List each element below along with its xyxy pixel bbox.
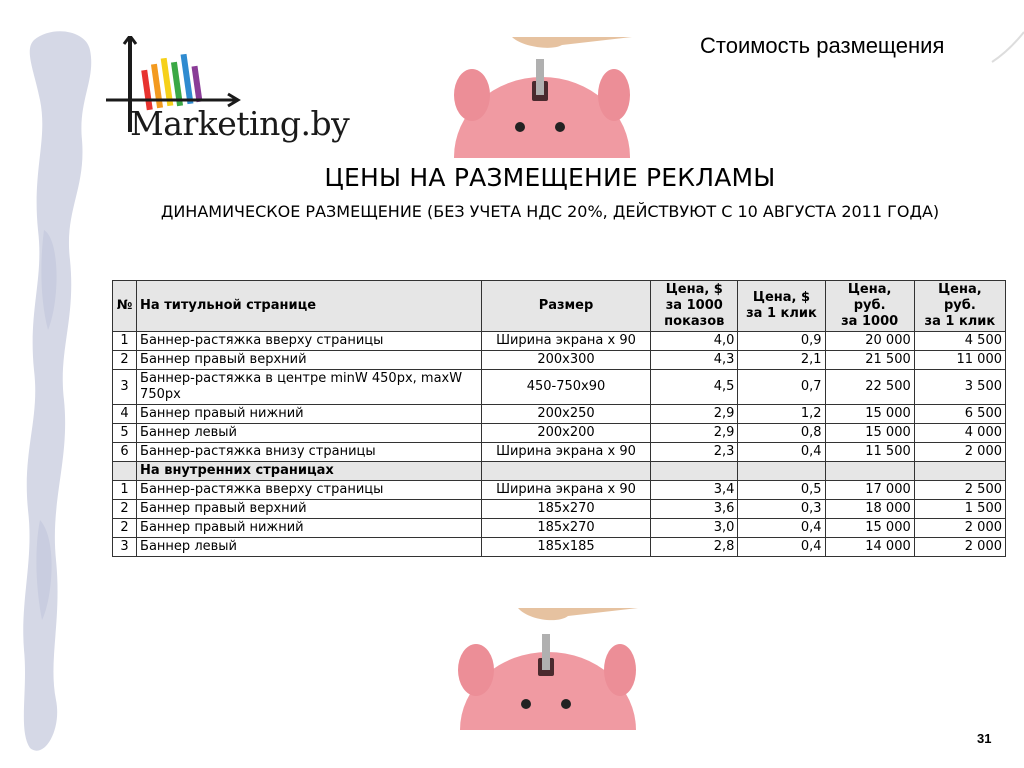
- page-title: Стоимость размещения: [700, 33, 945, 58]
- price-table: [112, 280, 1006, 557]
- cell-rub-click: 3 500: [914, 370, 1005, 405]
- cell-size: 450-750x90: [481, 370, 650, 405]
- cell-rub-1000: 15 000: [825, 519, 914, 538]
- cell-rub-1000: 11 500: [825, 443, 914, 462]
- cell-usd-click: 1,2: [738, 405, 825, 424]
- cell-usd-click: 0,7: [738, 370, 825, 405]
- cell-size: Ширина экрана x 90: [481, 481, 650, 500]
- cell-rub-click: 6 500: [914, 405, 1005, 424]
- section-empty-cell: [914, 462, 1005, 481]
- cell-num: 2: [113, 500, 137, 519]
- section-empty-cell: [113, 462, 137, 481]
- cell-size: 185x270: [481, 500, 650, 519]
- cell-rub-click: 2 000: [914, 443, 1005, 462]
- cell-usd-1000: 3,6: [651, 500, 738, 519]
- table-row: [113, 351, 1006, 370]
- cell-num: 5: [113, 424, 137, 443]
- cell-usd-1000: 3,4: [651, 481, 738, 500]
- cell-rub-1000: 18 000: [825, 500, 914, 519]
- cell-usd-click: 2,1: [738, 351, 825, 370]
- cell-rub-click: 2 500: [914, 481, 1005, 500]
- section-empty-cell: [651, 462, 738, 481]
- cell-usd-1000: 2,3: [651, 443, 738, 462]
- cell-rub-click: 2 000: [914, 519, 1005, 538]
- cell-num: 2: [113, 351, 137, 370]
- cell-rub-click: 11 000: [914, 351, 1005, 370]
- section-empty-cell: [481, 462, 650, 481]
- cell-name: Баннер левый: [137, 538, 482, 557]
- section-empty-cell: [738, 462, 825, 481]
- cell-size: Ширина экрана x 90: [481, 332, 650, 351]
- cell-rub-1000: 14 000: [825, 538, 914, 557]
- cell-size: 200x250: [481, 405, 650, 424]
- cell-name: Баннер правый нижний: [137, 519, 482, 538]
- cell-size: Ширина экрана x 90: [481, 443, 650, 462]
- cell-rub-click: 1 500: [914, 500, 1005, 519]
- table-row: [113, 443, 1006, 462]
- cell-num: 6: [113, 443, 137, 462]
- cell-rub-1000: 15 000: [825, 405, 914, 424]
- cell-size: 185x185: [481, 538, 650, 557]
- cell-rub-click: 4 000: [914, 424, 1005, 443]
- cell-name: Баннер правый верхний: [137, 500, 482, 519]
- cell-usd-click: 0,9: [738, 332, 825, 351]
- cell-size: 200x300: [481, 351, 650, 370]
- cell-usd-click: 0,3: [738, 500, 825, 519]
- cell-name: Баннер правый верхний: [137, 351, 482, 370]
- table-row: [113, 519, 1006, 538]
- cell-num: 3: [113, 538, 137, 557]
- cell-rub-1000: 20 000: [825, 332, 914, 351]
- cell-usd-1000: 2,9: [651, 424, 738, 443]
- cell-num: 3: [113, 370, 137, 405]
- cell-name: Баннер-растяжка в центре minW 450px, maxW 750px: [137, 370, 482, 405]
- table-row: [113, 370, 1006, 405]
- cell-rub-1000: 22 500: [825, 370, 914, 405]
- page-number: 31: [977, 731, 992, 746]
- piggy-bank-image-bottom: [456, 608, 638, 730]
- table-row: [113, 500, 1006, 519]
- header-rub-1000: Цена, руб. за 1000: [825, 281, 914, 332]
- cell-usd-1000: 4,0: [651, 332, 738, 351]
- cell-usd-1000: 2,9: [651, 405, 738, 424]
- cell-num: 1: [113, 332, 137, 351]
- piggy-bank-image: [452, 37, 632, 158]
- cell-usd-1000: 3,0: [651, 519, 738, 538]
- table-header-row: [113, 281, 1006, 332]
- cell-rub-1000: 15 000: [825, 424, 914, 443]
- cell-name: Баннер-растяжка вверху страницы: [137, 332, 482, 351]
- cell-num: 1: [113, 481, 137, 500]
- cell-size: 185x270: [481, 519, 650, 538]
- cell-usd-click: 0,4: [738, 519, 825, 538]
- section-empty-cell: [825, 462, 914, 481]
- header-num: №: [113, 281, 137, 332]
- cell-rub-1000: 17 000: [825, 481, 914, 500]
- cell-usd-click: 0,4: [738, 538, 825, 557]
- main-heading: ЦЕНЫ НА РАЗМЕЩЕНИЕ РЕКЛАМЫ: [324, 163, 776, 192]
- header-size: Размер: [481, 281, 650, 332]
- header-name: На титульной странице: [137, 281, 482, 332]
- table-row: [113, 424, 1006, 443]
- header-usd-1000: Цена, $ за 1000 показов: [651, 281, 738, 332]
- cell-usd-1000: 4,3: [651, 351, 738, 370]
- cell-name: Баннер-растяжка вверху страницы: [137, 481, 482, 500]
- table-row: [113, 332, 1006, 351]
- table-row: [113, 481, 1006, 500]
- cell-name: Баннер правый нижний: [137, 405, 482, 424]
- cell-name: Баннер-растяжка внизу страницы: [137, 443, 482, 462]
- cell-usd-click: 0,4: [738, 443, 825, 462]
- section-title: На внутренних страницах: [137, 462, 482, 481]
- table-row: [113, 538, 1006, 557]
- header-rub-click: Цена, руб. за 1 клик: [914, 281, 1005, 332]
- cell-usd-click: 0,5: [738, 481, 825, 500]
- cell-usd-click: 0,8: [738, 424, 825, 443]
- header-usd-click: Цена, $ за 1 клик: [738, 281, 825, 332]
- cell-size: 200x200: [481, 424, 650, 443]
- table-row: [113, 405, 1006, 424]
- cell-num: 4: [113, 405, 137, 424]
- cell-name: Баннер левый: [137, 424, 482, 443]
- cell-num: 2: [113, 519, 137, 538]
- cell-usd-1000: 4,5: [651, 370, 738, 405]
- logo-text: Marketing.by: [130, 104, 350, 143]
- section-row: [113, 462, 1006, 481]
- sub-heading: ДИНАМИЧЕСКОЕ РАЗМЕЩЕНИЕ (БЕЗ УЧЕТА НДС 20%, ДЕЙСТВУЮТ С 10 АВГУСТА 2011 ГОДА): [160, 202, 940, 221]
- cell-rub-1000: 21 500: [825, 351, 914, 370]
- cell-rub-click: 4 500: [914, 332, 1005, 351]
- cell-rub-click: 2 000: [914, 538, 1005, 557]
- table-body: [113, 332, 1006, 557]
- cell-usd-1000: 2,8: [651, 538, 738, 557]
